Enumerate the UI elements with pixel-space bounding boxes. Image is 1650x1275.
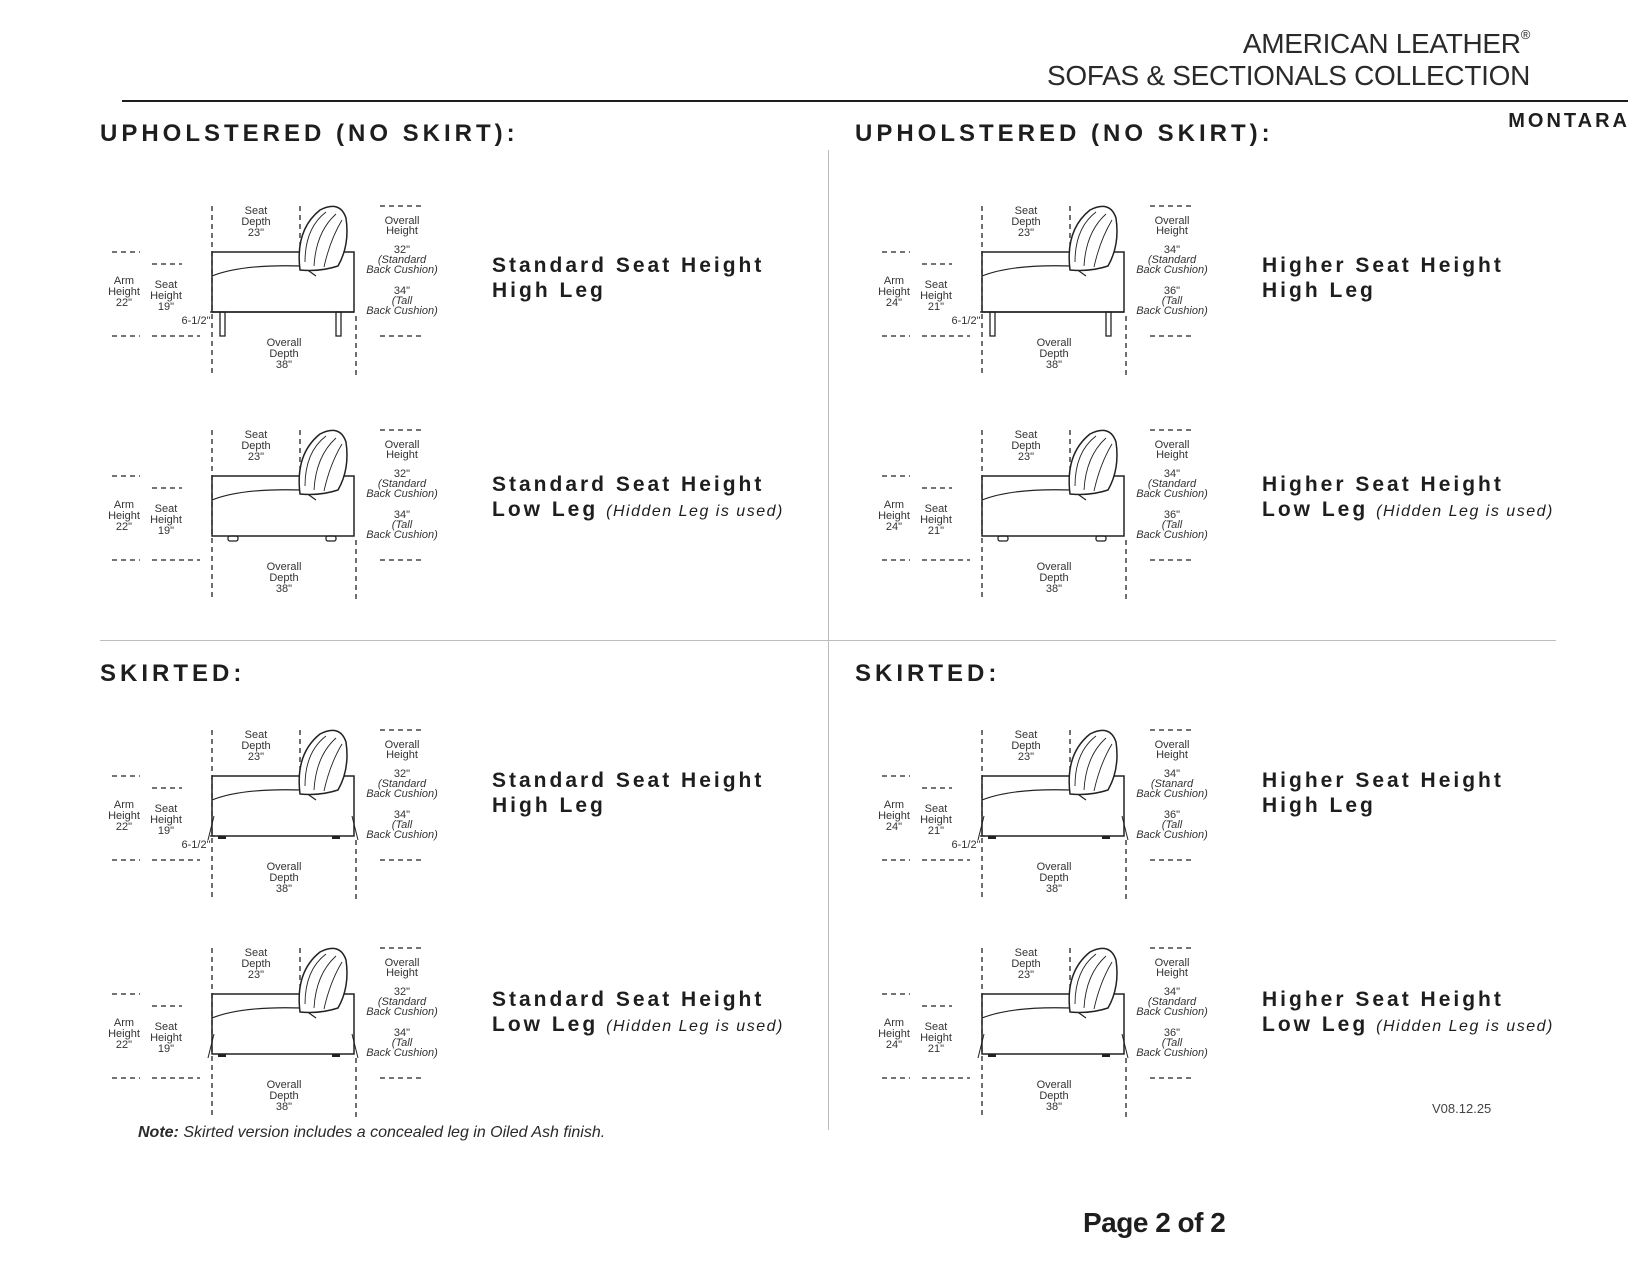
tall-cushion-label: (Tall bbox=[1161, 295, 1183, 307]
height-standard-value: 34" bbox=[1163, 768, 1181, 780]
overall-depth-value: 38" bbox=[1045, 883, 1063, 895]
overall-depth-value: 38" bbox=[1045, 359, 1063, 371]
sofa-diagram bbox=[878, 205, 1208, 376]
arm-height-label: Height bbox=[878, 810, 910, 822]
height-tall-value: 34" bbox=[393, 1027, 411, 1039]
seat-depth-value: 23" bbox=[1017, 227, 1035, 239]
overall-depth-label: Overall bbox=[266, 861, 302, 873]
sofa-diagram bbox=[108, 429, 438, 600]
concealed-leg bbox=[988, 1054, 996, 1057]
seat-height-value: 21" bbox=[927, 525, 945, 537]
standard-cushion-label: Back Cushion) bbox=[366, 488, 438, 500]
leg bbox=[990, 312, 995, 336]
seat-depth-label: Depth bbox=[1011, 216, 1041, 228]
standard-cushion-label: (Standard bbox=[377, 778, 427, 790]
skirted-note: Note: Skirted version includes a concealed leg in Oiled Ash finish. bbox=[138, 1124, 606, 1141]
height-standard-value: 32" bbox=[393, 468, 411, 480]
standard-cushion-label: Back Cushion) bbox=[366, 1006, 438, 1018]
overall-depth-value: 38" bbox=[275, 1101, 293, 1113]
overall-depth-label: Depth bbox=[269, 872, 299, 884]
overall-depth-value: 38" bbox=[275, 583, 293, 595]
seat-depth-label: Depth bbox=[241, 216, 271, 228]
arm-height-value: 22" bbox=[115, 821, 133, 833]
height-tall-value: 34" bbox=[393, 509, 411, 521]
height-tall-value: 36" bbox=[1163, 509, 1181, 521]
seat-height-label: Height bbox=[150, 290, 182, 302]
diagram-label: Standard Seat Height High Leg bbox=[492, 769, 765, 817]
overall-depth-label: Overall bbox=[266, 337, 302, 349]
overall-height-label: Height bbox=[386, 749, 418, 761]
section-title-upholstered-right: UPHOLSTERED (NO SKIRT): bbox=[855, 120, 1274, 147]
arm-height-label: Height bbox=[108, 810, 140, 822]
seat-height-label: Seat bbox=[154, 503, 178, 515]
arm-height-value: 22" bbox=[115, 521, 133, 533]
seat-depth-value: 23" bbox=[247, 451, 265, 463]
arm-height-label: Arm bbox=[113, 1017, 135, 1029]
section-title-skirted-right: SKIRTED: bbox=[855, 660, 1001, 687]
arm-height-label: Arm bbox=[883, 499, 905, 511]
overall-depth-label: Depth bbox=[1039, 1090, 1069, 1102]
concealed-leg bbox=[332, 1054, 340, 1057]
seat-height-value: 19" bbox=[157, 525, 175, 537]
seat-depth-label: Depth bbox=[1011, 958, 1041, 970]
tall-cushion-label: (Tall bbox=[1161, 819, 1183, 831]
product-name: MONTARA bbox=[1508, 110, 1630, 132]
tall-cushion-label: Back Cushion) bbox=[1136, 1047, 1208, 1059]
arm-height-value: 24" bbox=[885, 1039, 903, 1051]
overall-height-label: Height bbox=[1156, 449, 1188, 461]
sofa-diagram bbox=[878, 947, 1208, 1118]
height-tall-value: 34" bbox=[393, 285, 411, 297]
tall-cushion-label: Back Cushion) bbox=[1136, 529, 1208, 541]
concealed-leg bbox=[218, 1054, 226, 1057]
seat-height-label: Seat bbox=[154, 279, 178, 291]
arm-height-label: Arm bbox=[113, 799, 135, 811]
seat-height-label: Height bbox=[150, 814, 182, 826]
tall-cushion-label: Back Cushion) bbox=[366, 1047, 438, 1059]
seat-depth-label: Seat bbox=[244, 205, 268, 217]
seat-height-label: Seat bbox=[924, 279, 948, 291]
brand-name: AMERICAN LEATHER® bbox=[1242, 26, 1530, 59]
leg-height-value: 6-1/2" bbox=[951, 839, 981, 851]
seat-depth-label: Depth bbox=[1011, 440, 1041, 452]
tall-cushion-label: (Tall bbox=[1161, 1037, 1183, 1049]
back-cushion bbox=[1069, 948, 1117, 1012]
overall-height-label: Height bbox=[1156, 967, 1188, 979]
seat-height-value: 21" bbox=[927, 1043, 945, 1055]
seat-height-label: Seat bbox=[924, 1021, 948, 1033]
standard-cushion-label: (Standard bbox=[377, 254, 427, 266]
arm-height-label: Arm bbox=[113, 275, 135, 287]
seat-height-label: Seat bbox=[154, 803, 178, 815]
back-cushion bbox=[299, 206, 347, 270]
height-tall-value: 36" bbox=[1163, 285, 1181, 297]
standard-cushion-label: Back Cushion) bbox=[1136, 488, 1208, 500]
standard-cushion-label: Back Cushion) bbox=[366, 788, 438, 800]
seat-height-label: Height bbox=[150, 514, 182, 526]
seat-height-label: Height bbox=[920, 514, 952, 526]
overall-depth-label: Overall bbox=[1036, 337, 1072, 349]
overall-depth-value: 38" bbox=[1045, 583, 1063, 595]
diagram-label: Higher Seat Height Low Leg (Hidden Leg is used) bbox=[1262, 473, 1554, 521]
seat-height-value: 19" bbox=[157, 1043, 175, 1055]
standard-cushion-label: (Standard bbox=[1147, 996, 1197, 1008]
overall-height-label: Overall bbox=[384, 739, 420, 751]
overall-height-label: Overall bbox=[384, 439, 420, 451]
overall-depth-label: Overall bbox=[1036, 561, 1072, 573]
overall-height-label: Overall bbox=[1154, 739, 1190, 751]
leg-height-value: 6-1/2" bbox=[181, 839, 211, 851]
seat-height-label: Height bbox=[920, 814, 952, 826]
overall-depth-label: Depth bbox=[269, 1090, 299, 1102]
tall-cushion-label: (Tall bbox=[391, 819, 413, 831]
standard-cushion-label: (Standard bbox=[1147, 478, 1197, 490]
arm-height-label: Height bbox=[108, 510, 140, 522]
overall-depth-label: Overall bbox=[1036, 861, 1072, 873]
height-tall-value: 36" bbox=[1163, 1027, 1181, 1039]
concealed-leg bbox=[332, 836, 340, 839]
seat-depth-value: 23" bbox=[247, 227, 265, 239]
arm-height-label: Arm bbox=[883, 275, 905, 287]
standard-cushion-label: Back Cushion) bbox=[1136, 788, 1208, 800]
overall-height-label: Height bbox=[1156, 749, 1188, 761]
diagram-label: Standard Seat Height Low Leg (Hidden Leg is used) bbox=[492, 988, 784, 1036]
back-cushion bbox=[1069, 430, 1117, 494]
seat-depth-label: Seat bbox=[244, 947, 268, 959]
seat-depth-label: Depth bbox=[1011, 740, 1041, 752]
arm-height-label: Height bbox=[878, 510, 910, 522]
registered-mark: ® bbox=[1520, 26, 1530, 42]
overall-height-label: Height bbox=[1156, 225, 1188, 237]
seat-depth-label: Seat bbox=[1014, 205, 1038, 217]
tall-cushion-label: Back Cushion) bbox=[366, 529, 438, 541]
page-number: Page 2 of 2 bbox=[1083, 1207, 1226, 1238]
seat-depth-label: Seat bbox=[244, 729, 268, 741]
arm-height-value: 22" bbox=[115, 1039, 133, 1051]
arm-height-label: Height bbox=[878, 1028, 910, 1040]
seat-depth-label: Seat bbox=[1014, 947, 1038, 959]
version-code: V08.12.25 bbox=[1432, 1101, 1492, 1116]
seat-depth-value: 23" bbox=[1017, 751, 1035, 763]
seat-height-label: Seat bbox=[924, 503, 948, 515]
arm-height-label: Height bbox=[108, 1028, 140, 1040]
overall-height-label: Overall bbox=[384, 957, 420, 969]
tall-cushion-label: (Tall bbox=[1161, 519, 1183, 531]
arm-height-value: 24" bbox=[885, 297, 903, 309]
diagram-label: Higher Seat Height High Leg bbox=[1262, 769, 1504, 817]
arm-height-label: Height bbox=[878, 286, 910, 298]
seat-depth-label: Seat bbox=[244, 429, 268, 441]
height-standard-value: 32" bbox=[393, 244, 411, 256]
leg-height-value: 6-1/2" bbox=[181, 315, 211, 327]
standard-cushion-label: Back Cushion) bbox=[1136, 1006, 1208, 1018]
tall-cushion-label: Back Cushion) bbox=[366, 829, 438, 841]
overall-depth-label: Overall bbox=[266, 1079, 302, 1091]
concealed-leg bbox=[1102, 836, 1110, 839]
standard-cushion-label: (Standard bbox=[377, 478, 427, 490]
overall-depth-label: Depth bbox=[1039, 348, 1069, 360]
tall-cushion-label: (Tall bbox=[391, 519, 413, 531]
sofa-diagram bbox=[878, 729, 1208, 900]
seat-height-label: Height bbox=[150, 1032, 182, 1044]
diagram-label: Higher Seat Height Low Leg (Hidden Leg is used) bbox=[1262, 988, 1554, 1036]
tall-cushion-label: Back Cushion) bbox=[1136, 305, 1208, 317]
overall-height-label: Overall bbox=[1154, 439, 1190, 451]
overall-depth-value: 38" bbox=[275, 883, 293, 895]
leg bbox=[336, 312, 341, 336]
overall-depth-label: Overall bbox=[1036, 1079, 1072, 1091]
height-standard-value: 34" bbox=[1163, 986, 1181, 998]
seat-depth-value: 23" bbox=[1017, 969, 1035, 981]
standard-cushion-label: (Standard bbox=[377, 996, 427, 1008]
leg bbox=[1106, 312, 1111, 336]
overall-height-label: Overall bbox=[1154, 957, 1190, 969]
overall-height-label: Overall bbox=[1154, 215, 1190, 227]
seat-depth-label: Seat bbox=[1014, 429, 1038, 441]
arm-height-label: Arm bbox=[113, 499, 135, 511]
diagram-label: Higher Seat Height High Leg bbox=[1262, 254, 1504, 302]
section-title-skirted-left: SKIRTED: bbox=[100, 660, 246, 687]
seat-height-label: Height bbox=[920, 290, 952, 302]
seat-depth-value: 23" bbox=[247, 969, 265, 981]
overall-depth-value: 38" bbox=[275, 359, 293, 371]
arm-height-value: 24" bbox=[885, 521, 903, 533]
concealed-leg bbox=[1102, 1054, 1110, 1057]
section-title-upholstered-left: UPHOLSTERED (NO SKIRT): bbox=[100, 120, 519, 147]
arm-height-value: 24" bbox=[885, 821, 903, 833]
seat-depth-value: 23" bbox=[247, 751, 265, 763]
seat-depth-value: 23" bbox=[1017, 451, 1035, 463]
seat-height-label: Height bbox=[920, 1032, 952, 1044]
overall-height-label: Height bbox=[386, 967, 418, 979]
height-standard-value: 34" bbox=[1163, 244, 1181, 256]
overall-depth-label: Depth bbox=[269, 348, 299, 360]
sofa-diagram bbox=[108, 205, 438, 376]
seat-depth-label: Depth bbox=[241, 740, 271, 752]
sofa-diagram bbox=[108, 729, 438, 900]
arm-height-label: Arm bbox=[883, 799, 905, 811]
seat-depth-label: Depth bbox=[241, 440, 271, 452]
seat-height-label: Seat bbox=[154, 1021, 178, 1033]
overall-height-label: Height bbox=[386, 225, 418, 237]
overall-depth-label: Overall bbox=[266, 561, 302, 573]
height-tall-value: 36" bbox=[1163, 809, 1181, 821]
tall-cushion-label: Back Cushion) bbox=[366, 305, 438, 317]
tall-cushion-label: (Tall bbox=[391, 1037, 413, 1049]
leg-height-value: 6-1/2" bbox=[951, 315, 981, 327]
height-standard-value: 32" bbox=[393, 986, 411, 998]
leg bbox=[220, 312, 225, 336]
overall-depth-label: Depth bbox=[269, 572, 299, 584]
back-cushion bbox=[299, 430, 347, 494]
overall-depth-label: Depth bbox=[1039, 872, 1069, 884]
seat-depth-label: Depth bbox=[241, 958, 271, 970]
height-standard-value: 32" bbox=[393, 768, 411, 780]
seat-height-value: 19" bbox=[157, 825, 175, 837]
arm-height-value: 22" bbox=[115, 297, 133, 309]
tall-cushion-label: (Tall bbox=[391, 295, 413, 307]
diagram-label: Standard Seat Height High Leg bbox=[492, 254, 765, 302]
seat-depth-label: Seat bbox=[1014, 729, 1038, 741]
seat-height-label: Seat bbox=[924, 803, 948, 815]
overall-height-label: Overall bbox=[384, 215, 420, 227]
sofa-diagram bbox=[878, 429, 1208, 600]
seat-height-value: 19" bbox=[157, 301, 175, 313]
sofa-diagram bbox=[108, 947, 438, 1118]
collection-name: SOFAS & SECTIONALS COLLECTION bbox=[1047, 60, 1530, 91]
back-cushion bbox=[1069, 206, 1117, 270]
back-cushion bbox=[299, 948, 347, 1012]
height-tall-value: 34" bbox=[393, 809, 411, 821]
back-cushion bbox=[299, 730, 347, 794]
back-cushion bbox=[1069, 730, 1117, 794]
overall-depth-label: Depth bbox=[1039, 572, 1069, 584]
standard-cushion-label: Back Cushion) bbox=[366, 264, 438, 276]
arm-height-label: Arm bbox=[883, 1017, 905, 1029]
tall-cushion-label: Back Cushion) bbox=[1136, 829, 1208, 841]
diagram-label: Standard Seat Height Low Leg (Hidden Leg is used) bbox=[492, 473, 784, 521]
overall-depth-value: 38" bbox=[1045, 1101, 1063, 1113]
standard-cushion-label: (Stanard bbox=[1150, 778, 1194, 790]
seat-height-value: 21" bbox=[927, 301, 945, 313]
standard-cushion-label: (Standard bbox=[1147, 254, 1197, 266]
seat-height-value: 21" bbox=[927, 825, 945, 837]
height-standard-value: 34" bbox=[1163, 468, 1181, 480]
arm-height-label: Height bbox=[108, 286, 140, 298]
standard-cushion-label: Back Cushion) bbox=[1136, 264, 1208, 276]
overall-height-label: Height bbox=[386, 449, 418, 461]
